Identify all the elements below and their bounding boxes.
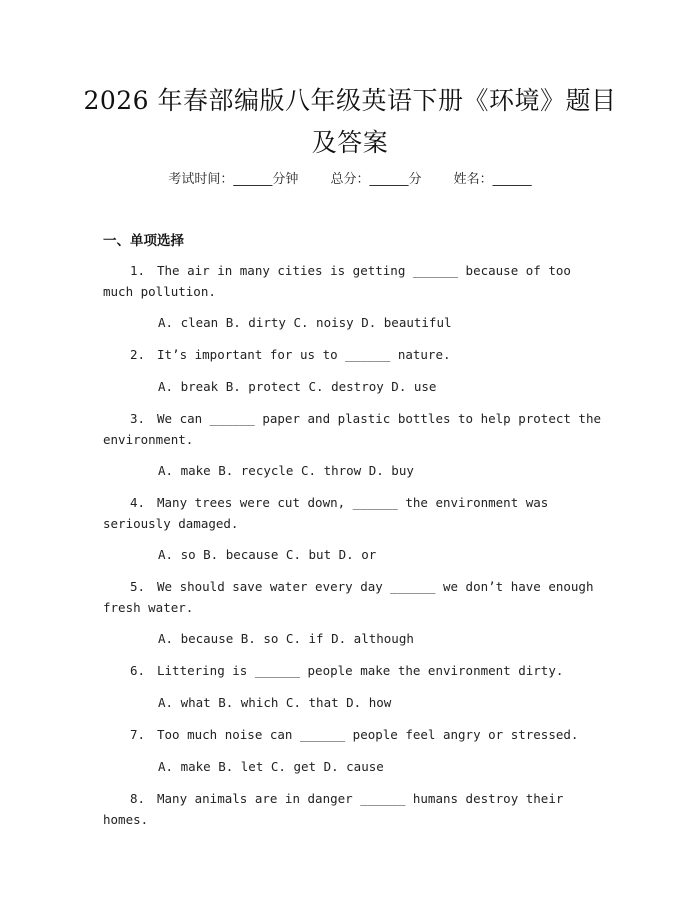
question-text: Littering is ______ people make the environment dirty. — [157, 663, 564, 678]
exam-time: 考试时间：______分钟 — [168, 172, 299, 187]
total-score: 总分：______分 — [330, 172, 422, 187]
question-number: 5. — [130, 579, 146, 594]
question-text: It’s important for us to ______ nature. — [157, 347, 451, 362]
question-text: Many trees were cut down, ______ the environment was seriously damaged. — [103, 495, 556, 531]
question-2 — [103, 344, 603, 365]
question-number: 2. — [130, 347, 146, 362]
question-text: The air in many cities is getting ______ because of too much pollution. — [103, 263, 579, 299]
question-5 — [103, 576, 603, 618]
student-name: 姓名：______ — [453, 172, 532, 187]
question-1-options: A. clean B. dirty C. noisy D. beautiful — [158, 315, 452, 330]
page-title: 2026 年春部编版八年级英语下册《环境》题目及答案 — [83, 86, 617, 157]
question-7 — [103, 724, 603, 745]
question-4 — [103, 492, 603, 534]
question-5-options: A. because B. so C. if D. although — [158, 631, 414, 646]
question-text: We should save water every day ______ we don’t have enough fresh water. — [103, 579, 602, 615]
question-6 — [103, 660, 603, 681]
section-heading: 一、单项选择 — [103, 233, 184, 249]
question-3 — [103, 408, 609, 450]
exam-meta — [0, 168, 700, 187]
question-8 — [103, 788, 603, 830]
question-6-options: A. what B. which C. that D. how — [158, 695, 392, 710]
question-number: 3. — [130, 411, 146, 426]
question-number: 7. — [130, 727, 146, 742]
question-1 — [103, 260, 603, 302]
question-number: 1. — [130, 263, 146, 278]
question-7-options: A. make B. let C. get D. cause — [158, 759, 384, 774]
question-4-options: A. so B. because C. but D. or — [158, 547, 377, 562]
question-number: 4. — [130, 495, 146, 510]
question-2-options: A. break B. protect C. destroy D. use — [158, 379, 437, 394]
question-3-options: A. make B. recycle C. throw D. buy — [158, 463, 414, 478]
question-number: 6. — [130, 663, 146, 678]
question-text: Too much noise can ______ people feel angry or stressed. — [157, 727, 579, 742]
question-text: We can ______ paper and plastic bottles to help protect the environment. — [103, 411, 609, 447]
question-number: 8. — [130, 791, 146, 806]
question-text: Many animals are in danger ______ humans destroy their homes. — [103, 791, 571, 827]
